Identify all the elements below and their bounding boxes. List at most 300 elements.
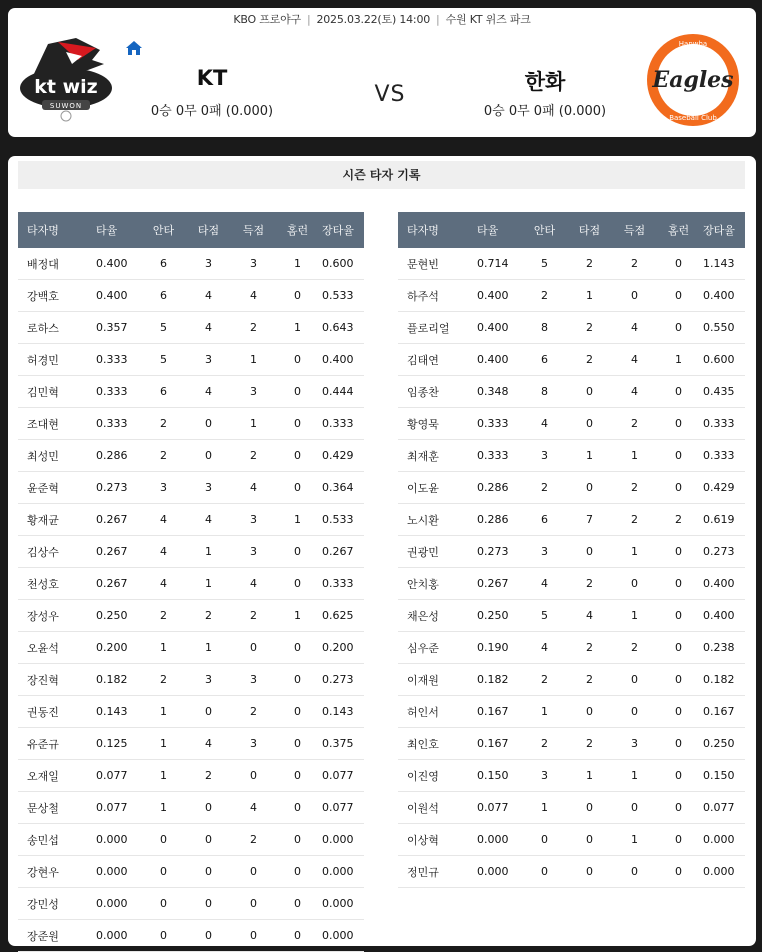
cell-avg: 0.400: [93, 280, 141, 312]
cell-hr: 0: [276, 568, 319, 600]
cell-hits: 1: [141, 760, 186, 792]
cell-name: 플로리얼: [398, 312, 474, 344]
cell-hits: 2: [141, 440, 186, 472]
cell-slg: 0.600: [319, 248, 364, 280]
cell-avg: 0.267: [93, 536, 141, 568]
cell-hits: 3: [522, 536, 567, 568]
cell-avg: 0.000: [474, 856, 522, 888]
cell-rbi: 4: [567, 600, 612, 632]
cell-slg: 0.333: [319, 408, 364, 440]
cell-slg: 0.267: [319, 536, 364, 568]
cell-name: 문현빈: [398, 248, 474, 280]
hanwha-batting-table: [398, 212, 745, 888]
cell-rbi: 0: [567, 376, 612, 408]
cell-hits: 4: [141, 504, 186, 536]
cell-name: 장성우: [18, 600, 93, 632]
cell-name: 장준원: [18, 920, 93, 952]
table-row: [398, 792, 745, 824]
cell-slg: 0.550: [700, 312, 745, 344]
cell-name: 권광민: [398, 536, 474, 568]
cell-runs: 3: [231, 504, 276, 536]
cell-avg: 0.400: [93, 248, 141, 280]
cell-runs: 0: [231, 760, 276, 792]
cell-runs: 2: [231, 600, 276, 632]
hanwha-eagles-logo: [641, 32, 745, 128]
cell-runs: 0: [612, 792, 657, 824]
cell-rbi: 0: [567, 856, 612, 888]
table-header-row: [18, 212, 364, 248]
cell-hits: 5: [522, 248, 567, 280]
column-header-name: 타자명: [18, 212, 93, 248]
cell-runs: 4: [231, 280, 276, 312]
cell-rbi: 0: [567, 792, 612, 824]
cell-runs: 0: [612, 280, 657, 312]
cell-runs: 2: [612, 472, 657, 504]
cell-runs: 0: [612, 856, 657, 888]
cell-runs: 2: [231, 312, 276, 344]
table-row: [398, 408, 745, 440]
cell-rbi: 0: [567, 536, 612, 568]
cell-hits: 8: [522, 312, 567, 344]
away-team-record: 0승 0무 0패 (0.000): [483, 104, 607, 119]
cell-runs: 2: [231, 696, 276, 728]
cell-name: 하주석: [398, 280, 474, 312]
cell-hr: 0: [276, 632, 319, 664]
cell-hr: 0: [657, 792, 700, 824]
cell-runs: 2: [231, 824, 276, 856]
table-row: [398, 280, 745, 312]
table-row: [18, 696, 364, 728]
table-row: [18, 408, 364, 440]
cell-rbi: 0: [186, 696, 231, 728]
cell-hits: 4: [141, 568, 186, 600]
cell-hr: 0: [657, 728, 700, 760]
cell-hr: 0: [657, 536, 700, 568]
cell-hr: 0: [276, 728, 319, 760]
cell-rbi: 0: [186, 920, 231, 952]
cell-rbi: 2: [567, 344, 612, 376]
cell-avg: 0.348: [474, 376, 522, 408]
table-row: [18, 600, 364, 632]
cell-slg: 0.619: [700, 504, 745, 536]
column-header-slg: 장타율: [700, 212, 745, 248]
table-row: [18, 248, 364, 280]
cell-runs: 4: [231, 792, 276, 824]
cell-hits: 0: [141, 920, 186, 952]
cell-rbi: 2: [567, 728, 612, 760]
cell-avg: 0.000: [93, 856, 141, 888]
table-row: [398, 248, 745, 280]
cell-hits: 2: [522, 728, 567, 760]
cell-avg: 0.190: [474, 632, 522, 664]
table-row: [398, 600, 745, 632]
column-header-hr: 홈런: [657, 212, 700, 248]
cell-runs: 1: [612, 760, 657, 792]
cell-slg: 0.000: [319, 888, 364, 920]
cell-slg: 0.182: [700, 664, 745, 696]
eagles-logo-bottom: Baseball Club: [669, 114, 717, 122]
cell-hr: 0: [657, 632, 700, 664]
table-row: [398, 536, 745, 568]
cell-slg: 0.533: [319, 504, 364, 536]
cell-slg: 0.143: [319, 696, 364, 728]
cell-slg: 0.364: [319, 472, 364, 504]
cell-hits: 1: [522, 696, 567, 728]
cell-rbi: 1: [567, 280, 612, 312]
table-row: [398, 504, 745, 536]
cell-runs: 1: [231, 408, 276, 440]
table-row: [398, 312, 745, 344]
cell-avg: 0.077: [93, 760, 141, 792]
table-row: [18, 568, 364, 600]
cell-runs: 0: [231, 856, 276, 888]
cell-name: 이상혁: [398, 824, 474, 856]
cell-slg: 0.238: [700, 632, 745, 664]
cell-avg: 0.167: [474, 696, 522, 728]
cell-hr: 0: [657, 600, 700, 632]
cell-hits: 6: [522, 344, 567, 376]
table-row: [398, 728, 745, 760]
cell-avg: 0.400: [474, 312, 522, 344]
cell-hits: 2: [522, 472, 567, 504]
cell-hits: 2: [522, 664, 567, 696]
cell-name: 최인호: [398, 728, 474, 760]
kt-logo-text: kt wiz: [34, 76, 98, 98]
cell-rbi: 4: [186, 280, 231, 312]
cell-slg: 1.143: [700, 248, 745, 280]
cell-name: 오재일: [18, 760, 93, 792]
home-team-name: KT: [196, 66, 228, 90]
cell-avg: 0.714: [474, 248, 522, 280]
cell-rbi: 7: [567, 504, 612, 536]
cell-name: 문상철: [18, 792, 93, 824]
cell-rbi: 2: [186, 600, 231, 632]
cell-slg: 0.000: [319, 920, 364, 952]
cell-avg: 0.000: [93, 824, 141, 856]
cell-runs: 1: [231, 344, 276, 376]
cell-hits: 2: [141, 408, 186, 440]
cell-avg: 0.333: [93, 376, 141, 408]
cell-hits: 0: [522, 824, 567, 856]
cell-slg: 0.400: [319, 344, 364, 376]
cell-name: 이원석: [398, 792, 474, 824]
cell-name: 오윤석: [18, 632, 93, 664]
cell-hits: 4: [522, 568, 567, 600]
cell-avg: 0.267: [93, 504, 141, 536]
eagles-logo-text: Eagles: [652, 67, 734, 93]
cell-hr: 0: [276, 824, 319, 856]
table-row: [398, 632, 745, 664]
cell-hr: 0: [276, 536, 319, 568]
cell-slg: 0.375: [319, 728, 364, 760]
cell-name: 안치홍: [398, 568, 474, 600]
cell-hits: 8: [522, 376, 567, 408]
cell-hits: 5: [141, 344, 186, 376]
cell-hits: 5: [141, 312, 186, 344]
cell-slg: 0.435: [700, 376, 745, 408]
cell-rbi: 4: [186, 504, 231, 536]
cell-hr: 2: [657, 504, 700, 536]
cell-rbi: 1: [186, 632, 231, 664]
cell-avg: 0.286: [474, 504, 522, 536]
cell-hr: 0: [276, 920, 319, 952]
cell-rbi: 3: [186, 248, 231, 280]
column-header-runs: 득점: [231, 212, 276, 248]
cell-slg: 0.250: [700, 728, 745, 760]
table-row: [398, 664, 745, 696]
cell-name: 채은성: [398, 600, 474, 632]
cell-hits: 4: [522, 632, 567, 664]
cell-hr: 1: [276, 248, 319, 280]
table-row: [398, 568, 745, 600]
cell-hr: 1: [276, 504, 319, 536]
cell-rbi: 0: [186, 792, 231, 824]
cell-name: 노시환: [398, 504, 474, 536]
table-row: [398, 344, 745, 376]
section-title: 시즌 타자 기록: [18, 161, 745, 189]
table-row: [398, 824, 745, 856]
cell-runs: 1: [612, 440, 657, 472]
cell-runs: 3: [231, 664, 276, 696]
column-header-name: 타자명: [398, 212, 474, 248]
cell-name: 황재균: [18, 504, 93, 536]
cell-slg: 0.400: [700, 568, 745, 600]
cell-slg: 0.625: [319, 600, 364, 632]
table-row: [18, 824, 364, 856]
cell-rbi: 0: [186, 440, 231, 472]
cell-rbi: 4: [186, 376, 231, 408]
cell-rbi: 0: [186, 824, 231, 856]
cell-hits: 0: [141, 888, 186, 920]
table-header-row: [398, 212, 745, 248]
cell-rbi: 2: [567, 664, 612, 696]
cell-runs: 0: [612, 696, 657, 728]
table-row: [398, 440, 745, 472]
table-row: [18, 760, 364, 792]
table-row: [18, 376, 364, 408]
cell-avg: 0.333: [93, 408, 141, 440]
away-team-name: 한화: [524, 70, 566, 94]
cell-avg: 0.077: [93, 792, 141, 824]
cell-rbi: 2: [186, 760, 231, 792]
cell-hits: 6: [141, 248, 186, 280]
cell-runs: 2: [612, 632, 657, 664]
cell-rbi: 2: [567, 568, 612, 600]
cell-slg: 0.167: [700, 696, 745, 728]
cell-slg: 0.000: [700, 856, 745, 888]
cell-runs: 1: [612, 536, 657, 568]
cell-hr: 0: [276, 696, 319, 728]
cell-name: 이도윤: [398, 472, 474, 504]
cell-name: 유준규: [18, 728, 93, 760]
cell-hr: 0: [276, 440, 319, 472]
stadium-label: 수원 KT 위즈 파크: [445, 13, 531, 26]
table-row: [398, 696, 745, 728]
cell-avg: 0.273: [93, 472, 141, 504]
home-icon[interactable]: [125, 40, 143, 56]
cell-avg: 0.167: [474, 728, 522, 760]
cell-hr: 0: [657, 472, 700, 504]
cell-avg: 0.000: [93, 888, 141, 920]
cell-avg: 0.333: [474, 440, 522, 472]
cell-name: 윤준혁: [18, 472, 93, 504]
cell-hr: 0: [276, 472, 319, 504]
cell-runs: 4: [231, 472, 276, 504]
cell-slg: 0.273: [700, 536, 745, 568]
cell-name: 장진혁: [18, 664, 93, 696]
table-row: [18, 536, 364, 568]
cell-name: 김민혁: [18, 376, 93, 408]
cell-slg: 0.400: [700, 280, 745, 312]
column-header-avg: 타율: [93, 212, 141, 248]
cell-name: 강현우: [18, 856, 93, 888]
cell-runs: 1: [612, 600, 657, 632]
vs-label: VS: [374, 82, 406, 107]
cell-name: 로하스: [18, 312, 93, 344]
cell-hr: 0: [657, 696, 700, 728]
cell-avg: 0.182: [474, 664, 522, 696]
table-row: [398, 856, 745, 888]
cell-hr: 1: [276, 312, 319, 344]
kt-wiz-logo: [18, 30, 114, 122]
cell-name: 최재훈: [398, 440, 474, 472]
table-row: [18, 728, 364, 760]
eagles-logo-top: Hanwha: [678, 40, 708, 48]
cell-slg: 0.077: [319, 760, 364, 792]
cell-rbi: 3: [186, 344, 231, 376]
home-team-record: 0승 0무 0패 (0.000): [150, 104, 274, 119]
cell-hits: 6: [522, 504, 567, 536]
cell-hr: 0: [657, 280, 700, 312]
cell-runs: 1: [612, 824, 657, 856]
cell-runs: 2: [612, 408, 657, 440]
cell-name: 강백호: [18, 280, 93, 312]
cell-rbi: 1: [186, 536, 231, 568]
cell-rbi: 1: [567, 760, 612, 792]
cell-hr: 0: [657, 856, 700, 888]
cell-name: 정민규: [398, 856, 474, 888]
cell-name: 조대현: [18, 408, 93, 440]
cell-name: 김상수: [18, 536, 93, 568]
cell-name: 천성호: [18, 568, 93, 600]
cell-hr: 1: [276, 600, 319, 632]
cell-runs: 3: [231, 248, 276, 280]
cell-runs: 3: [231, 376, 276, 408]
match-header: [8, 8, 756, 137]
table-row: [18, 312, 364, 344]
cell-hr: 0: [276, 888, 319, 920]
table-row: [398, 376, 745, 408]
cell-avg: 0.273: [474, 536, 522, 568]
cell-name: 송민섭: [18, 824, 93, 856]
cell-hits: 1: [141, 632, 186, 664]
cell-avg: 0.125: [93, 728, 141, 760]
cell-hits: 2: [141, 664, 186, 696]
cell-hr: 0: [657, 568, 700, 600]
cell-name: 김태연: [398, 344, 474, 376]
cell-hr: 0: [276, 344, 319, 376]
cell-avg: 0.150: [474, 760, 522, 792]
cell-rbi: 0: [186, 856, 231, 888]
cell-avg: 0.250: [93, 600, 141, 632]
cell-rbi: 0: [186, 888, 231, 920]
cell-avg: 0.267: [93, 568, 141, 600]
cell-hr: 0: [276, 280, 319, 312]
table-row: [398, 760, 745, 792]
column-header-hits: 안타: [141, 212, 186, 248]
cell-hr: 0: [657, 760, 700, 792]
cell-runs: 4: [612, 376, 657, 408]
cell-name: 강민성: [18, 888, 93, 920]
cell-name: 배정대: [18, 248, 93, 280]
cell-hits: 2: [141, 600, 186, 632]
cell-hr: 0: [657, 312, 700, 344]
cell-hits: 6: [141, 280, 186, 312]
column-header-avg: 타율: [474, 212, 522, 248]
cell-hr: 0: [657, 248, 700, 280]
cell-rbi: 0: [567, 472, 612, 504]
cell-slg: 0.400: [700, 600, 745, 632]
table-row: [18, 440, 364, 472]
cell-hr: 0: [276, 664, 319, 696]
cell-rbi: 2: [567, 248, 612, 280]
cell-hr: 0: [657, 664, 700, 696]
cell-hits: 1: [141, 728, 186, 760]
cell-avg: 0.267: [474, 568, 522, 600]
cell-slg: 0.444: [319, 376, 364, 408]
table-row: [18, 632, 364, 664]
cell-hr: 0: [657, 440, 700, 472]
cell-slg: 0.333: [700, 440, 745, 472]
cell-avg: 0.200: [93, 632, 141, 664]
cell-slg: 0.077: [319, 792, 364, 824]
cell-hits: 3: [522, 760, 567, 792]
cell-avg: 0.182: [93, 664, 141, 696]
cell-runs: 4: [612, 344, 657, 376]
cell-slg: 0.077: [700, 792, 745, 824]
cell-hits: 0: [141, 824, 186, 856]
cell-runs: 3: [231, 536, 276, 568]
cell-hr: 0: [276, 792, 319, 824]
cell-runs: 4: [612, 312, 657, 344]
cell-avg: 0.333: [93, 344, 141, 376]
cell-slg: 0.273: [319, 664, 364, 696]
cell-avg: 0.357: [93, 312, 141, 344]
table-row: [18, 504, 364, 536]
cell-slg: 0.600: [700, 344, 745, 376]
cell-name: 이진영: [398, 760, 474, 792]
cell-hits: 6: [141, 376, 186, 408]
cell-hits: 2: [522, 280, 567, 312]
cell-slg: 0.000: [319, 824, 364, 856]
cell-runs: 0: [612, 568, 657, 600]
table-row: [18, 280, 364, 312]
column-header-rbi: 타점: [186, 212, 231, 248]
table-row: [18, 920, 364, 952]
kt-logo-sub: SUWON: [49, 102, 83, 110]
column-header-hits: 안타: [522, 212, 567, 248]
cell-hr: 0: [657, 824, 700, 856]
cell-slg: 0.000: [700, 824, 745, 856]
table-row: [18, 888, 364, 920]
table-row: [398, 472, 745, 504]
cell-hits: 0: [522, 856, 567, 888]
cell-name: 이재원: [398, 664, 474, 696]
cell-runs: 0: [231, 888, 276, 920]
cell-hits: 1: [141, 696, 186, 728]
cell-hits: 5: [522, 600, 567, 632]
cell-hr: 0: [276, 376, 319, 408]
